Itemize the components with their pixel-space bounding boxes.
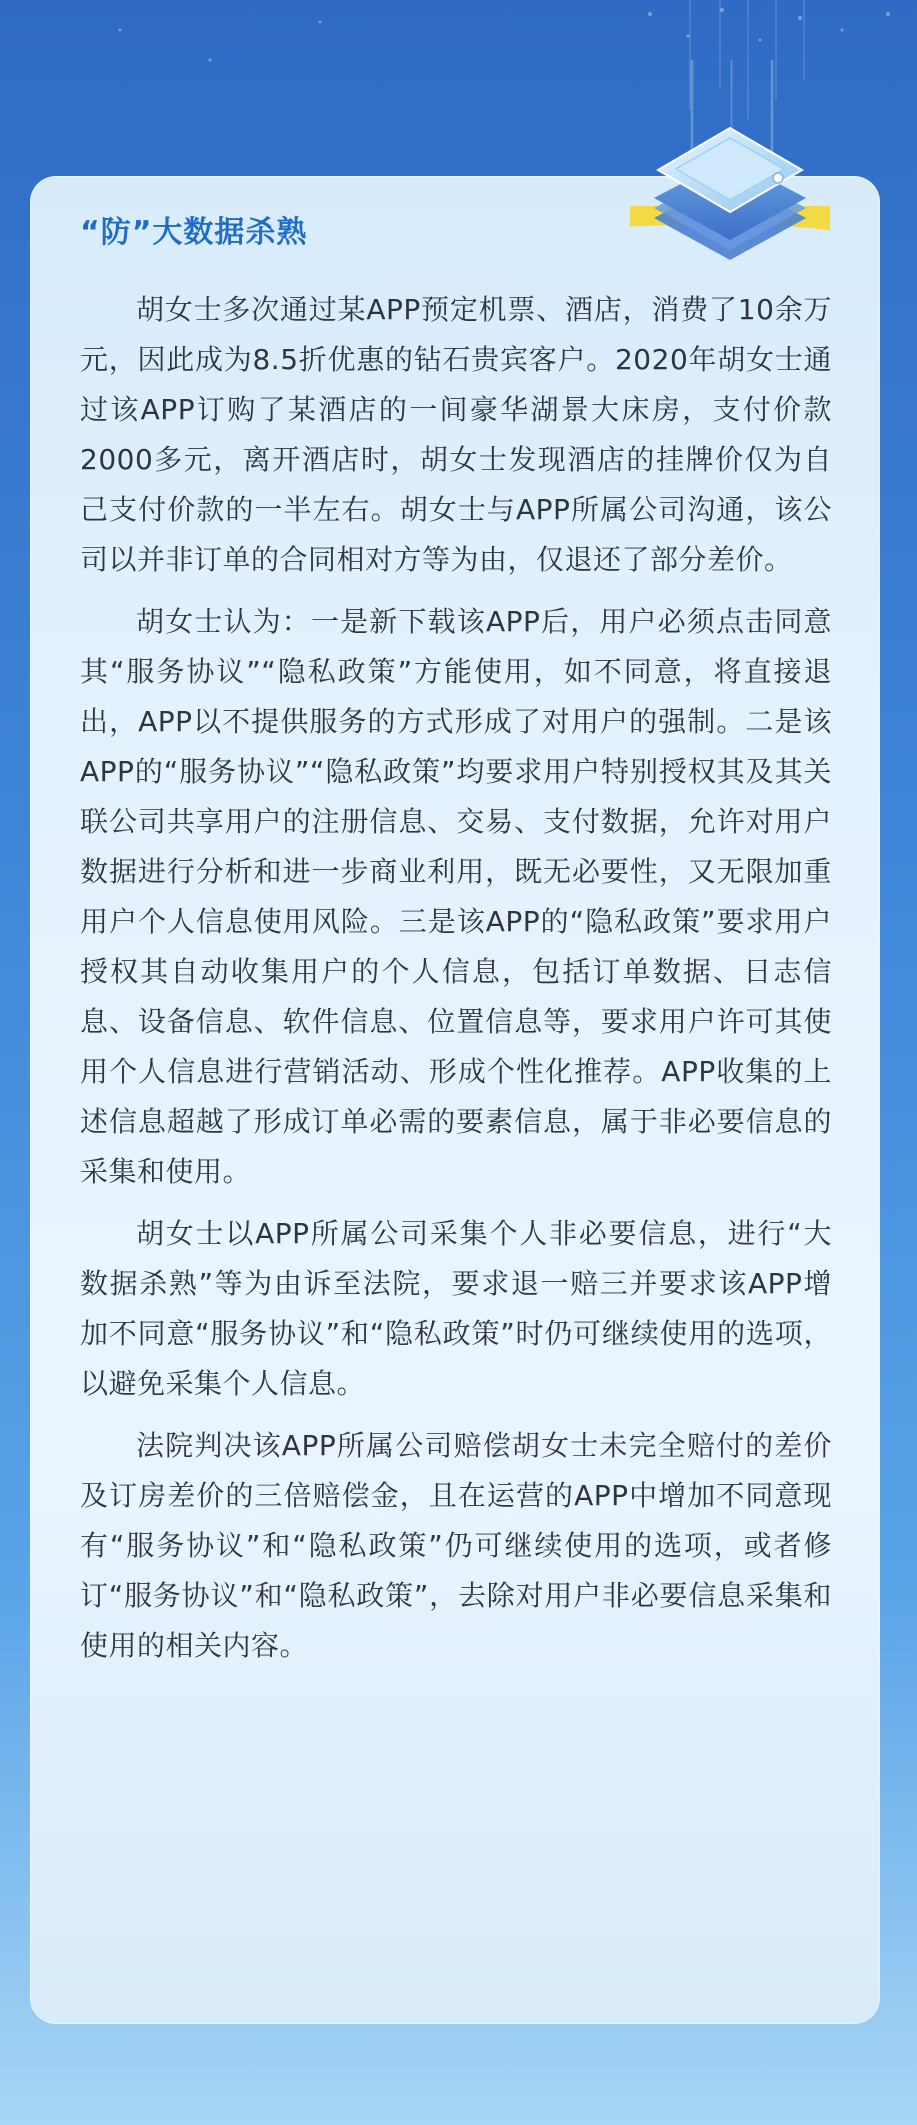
paragraph-1: 胡女士多次通过某APP预定机票、酒店，消费了10余万元，因此成为8.5折优惠的钻石贵宾客户。2020年胡女士通过该APP订购了某酒店的一间豪华湖景大床房，支付价款2000多元，离开酒店时，胡女士发现酒店的挂牌价仅为自己支付价款的一半左右。胡女士与APP所属公司沟通，该公司以并非订单的合同相对方等为由，仅退还了部分差价。	[80, 293, 832, 576]
paragraph-3: 胡女士以APP所属公司采集个人非必要信息，进行“大数据杀熟”等为由诉至法院，要求退一赔三并要求该APP增加不同意“服务协议”和“隐私政策”时仍可继续使用的选项，以避免采集个人信息。	[80, 1217, 832, 1400]
smartphone-icon	[630, 60, 830, 290]
paragraph-4: 法院判决该APP所属公司赔偿胡女士未完全赔付的差价及订房差价的三倍赔偿金，且在运营的APP中增加不同意现有“服务协议”和“隐私政策”仍可继续使用的选项，或者修订“服务协议”和“隐私政策”，去除对用户非必要信息采集和使用的相关内容。	[80, 1429, 832, 1662]
article-body	[80, 285, 832, 1683]
article-title: “防”大数据杀熟	[80, 215, 308, 250]
paragraph-2: 胡女士认为：一是新下载该APP后，用户必须点击同意其“服务协议”“隐私政策”方能使用，如不同意，将直接退出，APP以不提供服务的方式形成了对用户的强制。二是该APP的“服务协议”“隐私政策”均要求用户特别授权其及其关联公司共享用户的注册信息、交易、支付数据，允许对用户数据进行分析和进一步商业利用，既无必要性，又无限加重用户个人信息使用风险。三是该APP的“隐私政策”要求用户授权其自动收集用户的个人信息，包括订单数据、日志信息、设备信息、软件信息、位置信息等，要求用户许可其使用个人信息进行营销活动、形成个性化推荐。APP收集的上述信息超越了形成订单必需的要素信息，属于非必要信息的采集和使用。	[80, 605, 832, 1188]
